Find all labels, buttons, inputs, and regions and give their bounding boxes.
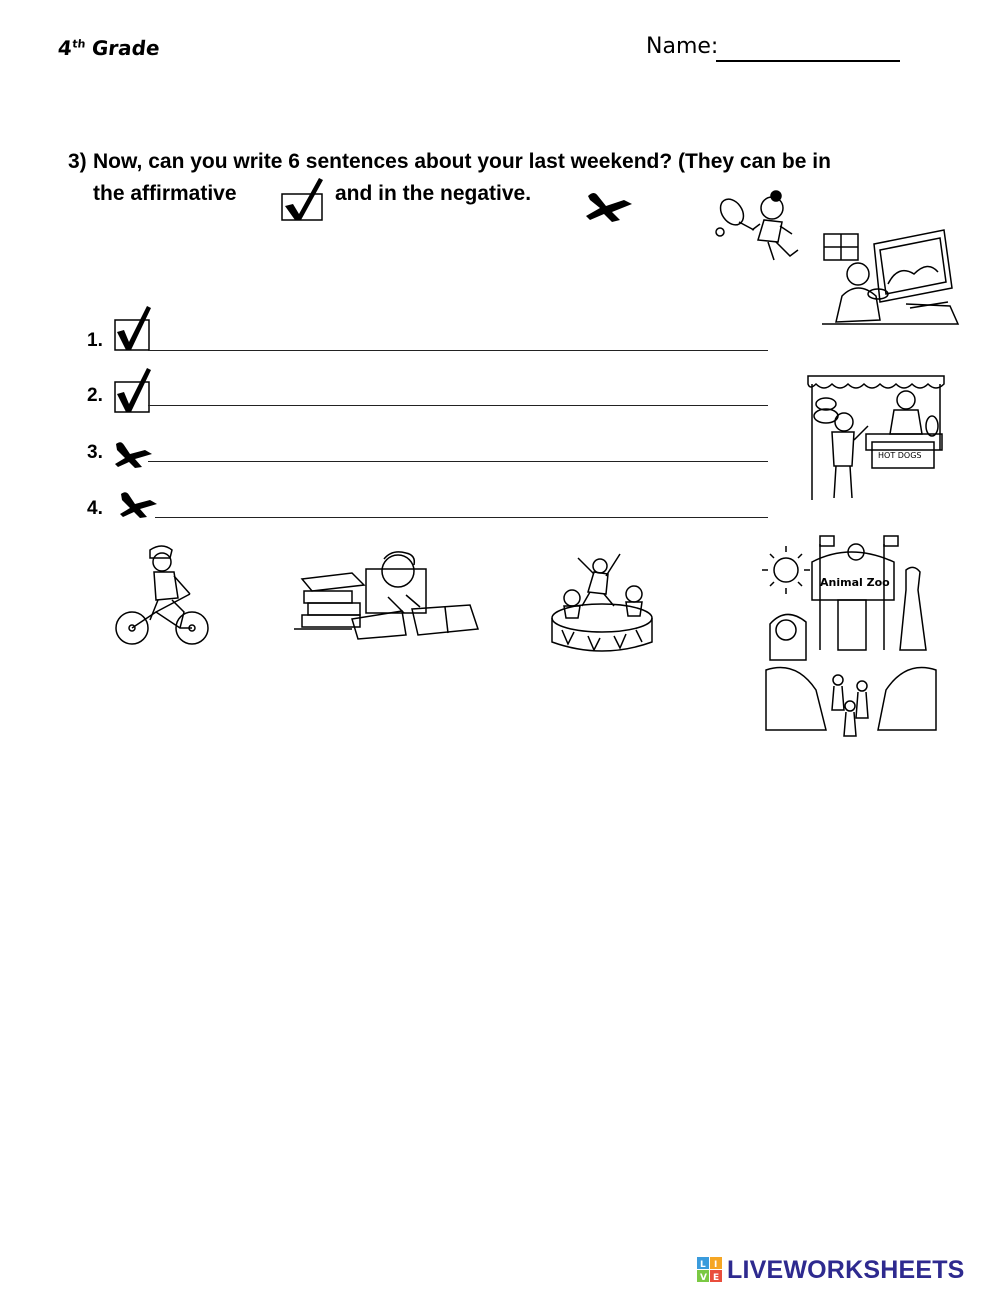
svg-text:HOT DOGS: HOT DOGS (878, 451, 922, 460)
answer-line-2[interactable] (148, 405, 768, 406)
answer-line-1[interactable] (148, 350, 768, 351)
name-label: Name: (646, 34, 719, 59)
boy-watching-tv-image (818, 224, 960, 330)
question-text: Now, can you write 6 sentences about your last weekend? (They can be in (93, 150, 831, 173)
grade-label (57, 36, 161, 60)
answer-line-4[interactable] (155, 517, 768, 518)
question-negative-text: and in the negative. (335, 182, 532, 205)
logo-letter: L (700, 1260, 706, 1270)
brand-name: LIVEWORKSHEETS (727, 1255, 965, 1284)
check-icon (113, 368, 155, 416)
answer-number: 1. (87, 330, 103, 351)
question-number: 3) (68, 150, 87, 173)
liveworksheets-logo-icon (697, 1257, 723, 1283)
kids-in-pool-image (548, 548, 658, 658)
liveworksheets-logo (697, 1255, 965, 1285)
logo-letter: E (713, 1273, 720, 1283)
check-icon (113, 306, 155, 354)
grade-number: 4 (56, 36, 74, 60)
checkbox-check-icon (279, 176, 327, 224)
tennis-player-image (712, 190, 812, 272)
answer-number: 2. (87, 385, 103, 406)
answer-number: 3. (87, 442, 103, 463)
question-affirmative-text: the affirmative (93, 182, 237, 205)
boy-studying-image (292, 545, 484, 645)
x-icon (112, 440, 154, 470)
answer-line-3[interactable] (148, 461, 768, 462)
name-input-line[interactable] (716, 60, 900, 62)
logo-letter: I (714, 1260, 718, 1270)
zoo-sign-text: Animal Zoo (820, 576, 890, 589)
girl-riding-bike-image (110, 542, 214, 650)
grade-suffix: th (71, 37, 87, 51)
grade-word: Grade (90, 36, 161, 60)
x-mark-icon (584, 186, 634, 224)
logo-letter: V (700, 1273, 707, 1283)
answer-number: 4. (87, 498, 103, 519)
hot-dog-stand-image (806, 370, 948, 510)
animal-zoo-image (766, 530, 936, 742)
x-icon (117, 490, 159, 520)
